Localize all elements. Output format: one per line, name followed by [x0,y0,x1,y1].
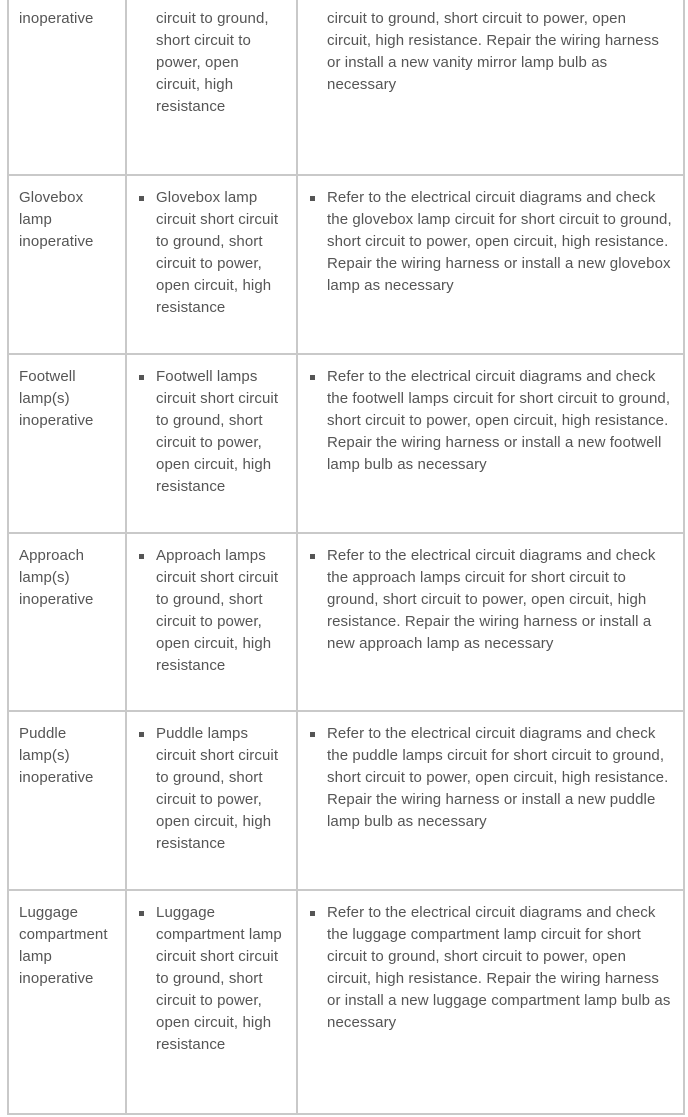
action-text: Refer to the electrical circuit diagrams and check the approach lamps circuit for short circuit to ground, short circuit to power, open circuit, high resistance. Repair the wiring harness or install a new approach lamp as necessary [327,547,656,652]
symptom-cell [8,533,126,711]
symptom-text: Luggage compartment lamp inoperative [19,904,108,987]
symptom-cell [8,890,126,1114]
table-row [8,175,684,354]
symptom-text: Approach lamp(s) inoperative [19,547,94,608]
action-text: Refer to the electrical circuit diagrams and check the footwell lamps circuit for short circuit to ground, short circuit to power, open circuit, high resistance. Repair the wiring harness or install a new footwell lamp bulb as necessary [327,368,671,473]
action-list [308,8,674,96]
cause-text: Approach lamps circuit short circuit to ground, short circuit to power, open circuit, high resistance [156,547,279,674]
cause-text: Luggage compartment lamp circuit short circuit to ground, short circuit to power, open circuit, high resistance [156,904,282,1053]
cause-cell [126,890,297,1114]
action-list [308,187,674,297]
action-cell [297,890,684,1114]
cause-list [137,545,287,677]
action-list [308,366,674,476]
action-text: Refer to the electrical circuit diagrams and check the puddle lamps circuit for short circuit to ground, short circuit to power, open circuit, high resistance. Repair the wiring harness or install a new puddle lamp bulb as necessary [327,725,669,830]
cause-cell [126,533,297,711]
cause-list [137,366,287,498]
action-cell [297,533,684,711]
action-cell [297,711,684,890]
cause-text: Footwell lamps circuit short circuit to ground, short circuit to power, open circuit, high resistance [156,368,279,495]
action-cell [297,175,684,354]
cause-cell [126,0,297,175]
cause-list [137,187,287,319]
symptom-cell [8,354,126,533]
symptom-text: inoperative [19,10,94,27]
table-row [8,711,684,890]
action-item [327,8,674,96]
action-text: circuit to ground, short circuit to power, open circuit, high resistance. Repair the wiring harness or install a new vanity mirror lamp bulb as necessary [327,10,659,93]
cause-item [156,366,287,498]
table-row [8,0,684,175]
cause-item [156,902,287,1056]
action-list [308,723,674,833]
action-item [327,366,674,476]
cause-item [156,8,287,118]
symptom-text: Footwell lamp(s) inoperative [19,368,94,429]
cause-text: Glovebox lamp circuit short circuit to ground, short circuit to power, open circuit, high resistance [156,189,279,316]
cause-item [156,723,287,855]
diagnostic-table [7,0,685,1115]
cause-cell [126,354,297,533]
action-item [327,902,674,1034]
action-list [308,545,674,655]
symptom-cell [8,175,126,354]
action-item [327,545,674,655]
table-row [8,354,684,533]
cause-item [156,187,287,319]
cause-list [137,902,287,1056]
action-text: Refer to the electrical circuit diagrams and check the glovebox lamp circuit for short circuit to ground, short circuit to power, open circuit, high resistance. Repair the wiring harness or install a new glovebox lamp as necessary [327,189,672,294]
action-cell [297,354,684,533]
action-item [327,723,674,833]
cause-list [137,8,287,118]
cause-cell [126,711,297,890]
action-text: Refer to the electrical circuit diagrams and check the luggage compartment lamp circuit for short circuit to ground, short circuit to power, open circuit, high resistance. Repair the wiring harness or install a new luggage compartment lamp bulb as necessary [327,904,671,1031]
table-row [8,890,684,1114]
symptom-cell [8,0,126,175]
cause-text: Puddle lamps circuit short circuit to ground, short circuit to power, open circuit, high resistance [156,725,279,852]
symptom-text: Puddle lamp(s) inoperative [19,725,94,786]
action-cell [297,0,684,175]
symptom-cell [8,711,126,890]
table-row [8,533,684,711]
cause-list [137,723,287,855]
action-item [327,187,674,297]
action-list [308,902,674,1034]
cause-item [156,545,287,677]
cause-text: circuit to ground, short circuit to power, open circuit, high resistance [156,10,269,115]
cause-cell [126,175,297,354]
symptom-text: Glovebox lamp inoperative [19,189,94,250]
